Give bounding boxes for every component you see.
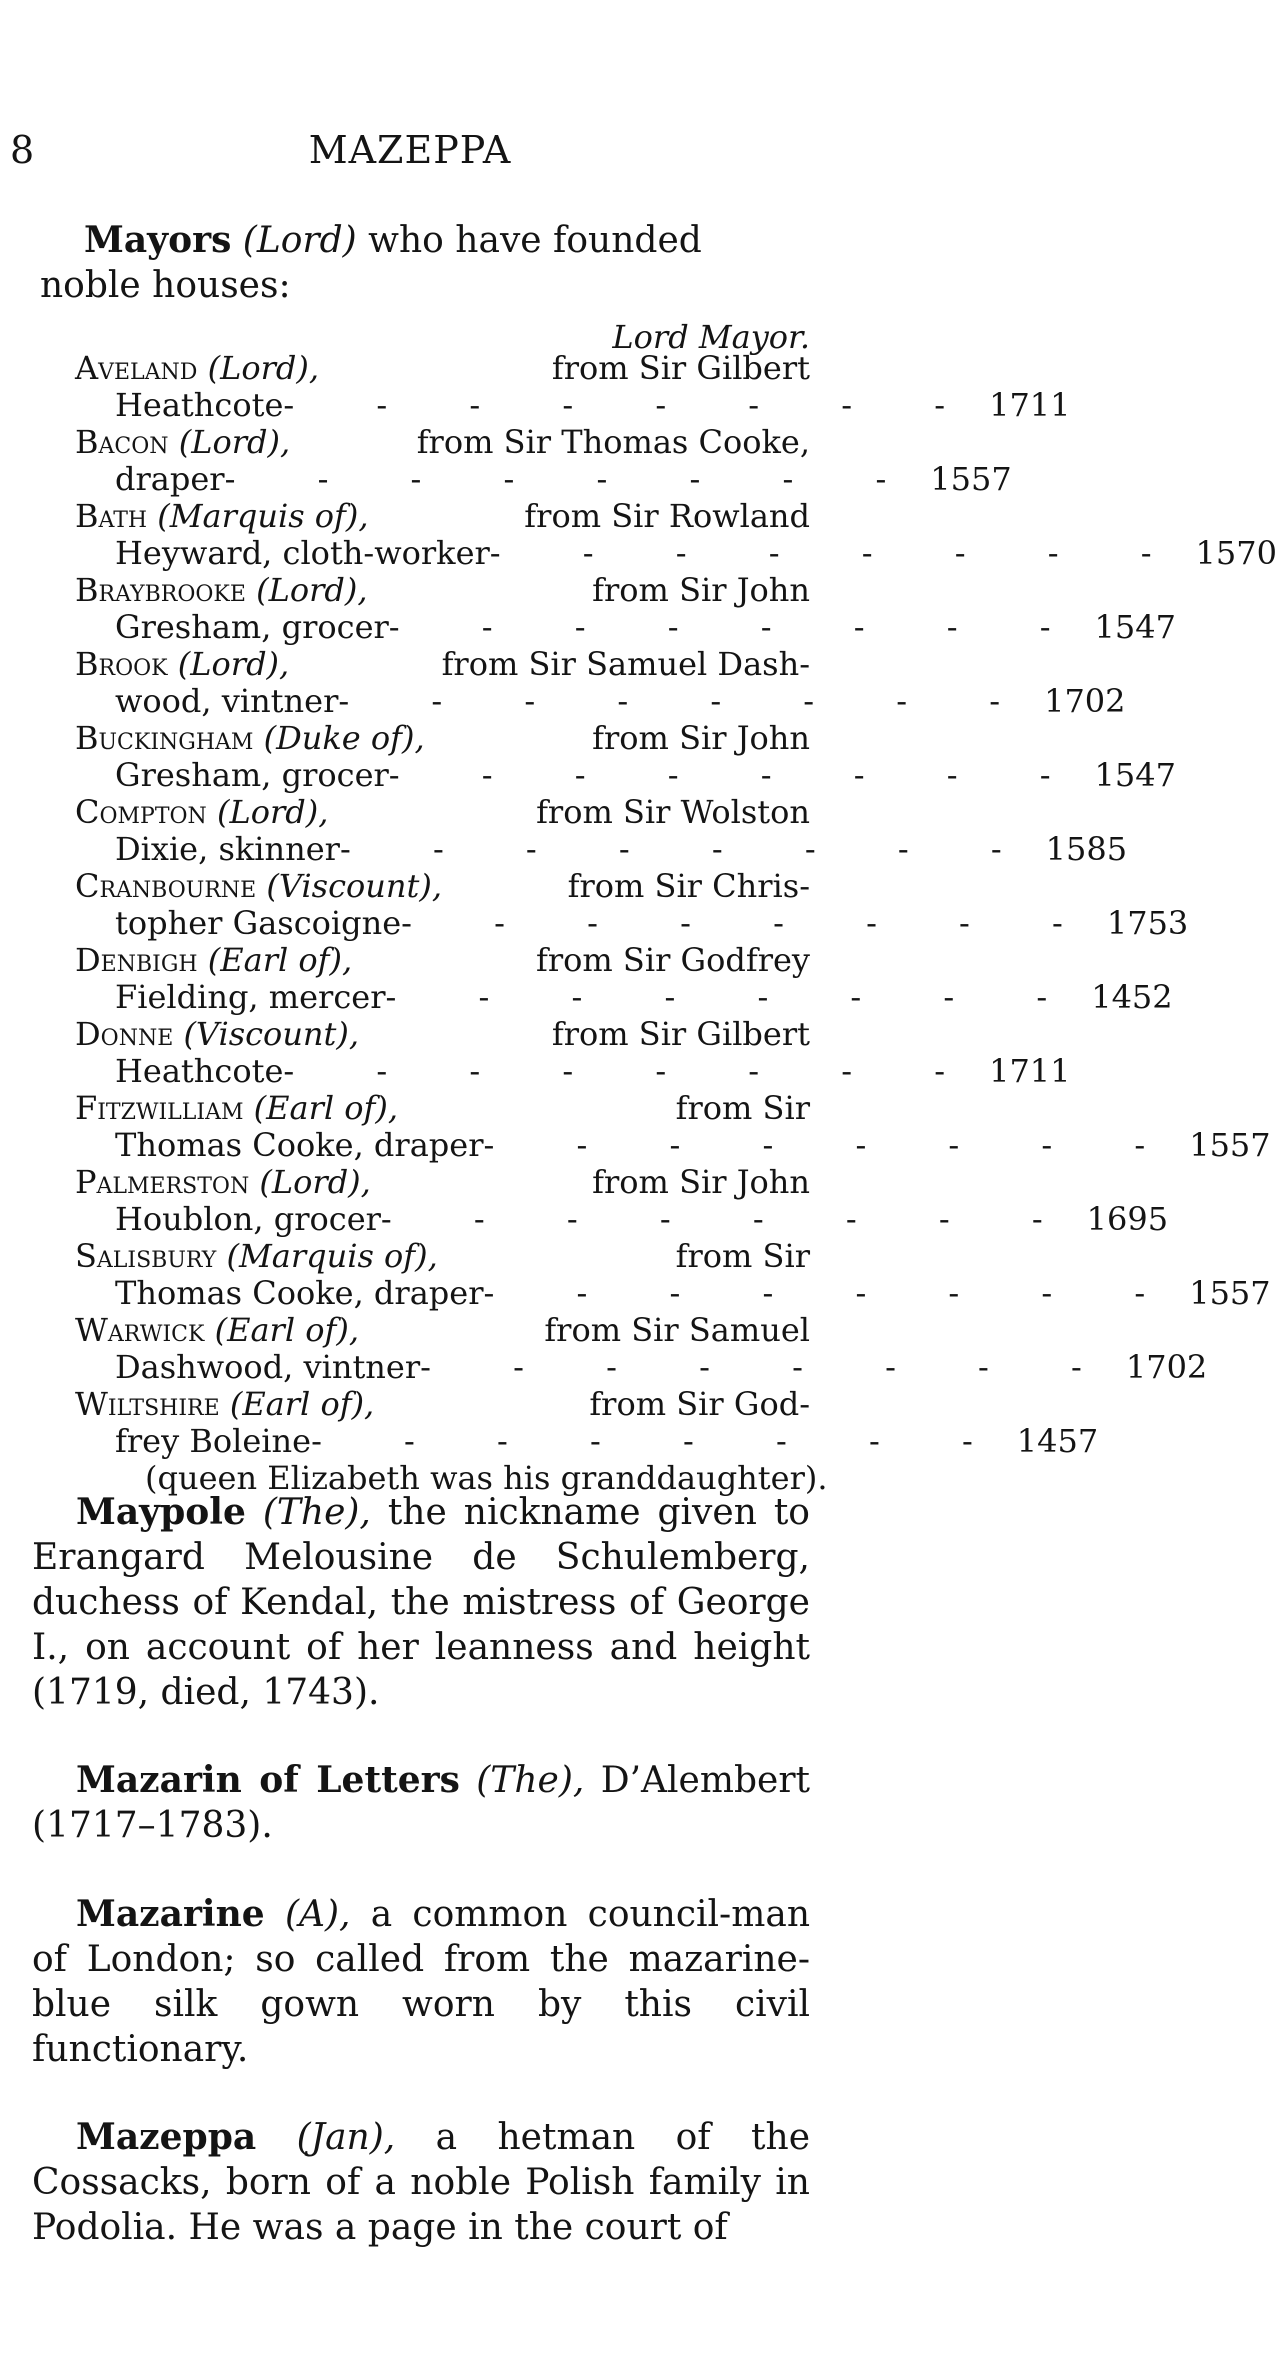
mayor-entry xyxy=(75,1163,1169,1238)
peerage-title: Palmerston xyxy=(75,1163,250,1201)
mazeppa-qualifier: (Jan), xyxy=(296,2117,396,2158)
entry-title-group xyxy=(75,942,352,979)
entry-title-group xyxy=(75,1386,374,1423)
entry-title-group xyxy=(75,1238,438,1275)
maypole-text: the nickname given to Erangard Melousine de Schulemberg, duchess of Kendal, the mistress of George I., on account of her leanness and height (1719, died, 1743). xyxy=(32,1492,810,1713)
peerage-title: Warwick xyxy=(75,1311,205,1349)
entry-title-group xyxy=(75,1312,359,1349)
founder-text: from Sir Chris- xyxy=(567,867,810,905)
page-number: 8 xyxy=(10,128,35,172)
entry-mazarine xyxy=(32,1892,810,2072)
mayor-entry-line1 xyxy=(75,1238,810,1275)
mayor-entry-line1 xyxy=(75,498,810,535)
founder-text: from Sir Samuel xyxy=(544,1311,810,1349)
mayor-year: 1557 xyxy=(1189,1274,1271,1312)
peerage-title: Cranbourne xyxy=(75,867,257,905)
mayor-list-footnote: (queen Elizabeth was his granddaughter). xyxy=(145,1459,828,1497)
founder-text: from Sir John xyxy=(592,1163,810,1201)
leader-dashes: - - - - - - - - xyxy=(339,830,1038,868)
founder-name: Thomas Cooke, draper xyxy=(115,1274,484,1312)
leader-dashes: - - - - - - - - xyxy=(388,756,1087,794)
leader-dashes: - - - - - - - - xyxy=(283,386,982,424)
peerage-title: Bath xyxy=(75,497,148,535)
mayor-entry-line1 xyxy=(75,942,810,979)
founder-name: Heyward, cloth-worker xyxy=(115,534,490,572)
peerage-title: Compton xyxy=(75,793,207,831)
mayor-entries xyxy=(75,349,1277,1460)
leader-dashes: - - - - - - - - xyxy=(338,682,1037,720)
founder-text: from Sir Gilbert xyxy=(551,349,810,387)
mayor-entry-line1 xyxy=(75,572,810,609)
entry-title-group xyxy=(75,646,289,683)
founder-text: from Sir Gilbert xyxy=(551,1015,810,1053)
mazeppa-headword: Mazeppa xyxy=(76,2116,257,2158)
founder-text: from Sir xyxy=(675,1089,810,1127)
mazarin-letters-headword: Mazarin of Letters xyxy=(76,1759,460,1801)
mayor-entry-line2 xyxy=(75,830,1128,868)
founder-name: draper xyxy=(115,460,225,498)
founder-text: from Sir John xyxy=(592,571,810,609)
mayor-entry-line2 xyxy=(75,904,1189,942)
founder-name: Dixie, skinner xyxy=(115,830,340,868)
mazeppa-text: a hetman of the Cossacks, born of a noble Polish family in Podolia. He was a page in the court of xyxy=(32,2117,810,2248)
peerage-rank: (Earl of), xyxy=(207,941,353,979)
mayor-year: 1753 xyxy=(1106,904,1189,942)
mayor-entry-line2 xyxy=(75,978,1173,1016)
founder-name: Gresham, grocer xyxy=(115,756,389,794)
peerage-title: Donne xyxy=(75,1015,174,1053)
peerage-title: Fitzwilliam xyxy=(75,1089,244,1127)
entry-mazeppa xyxy=(32,2115,810,2250)
mayor-year: 1547 xyxy=(1094,756,1176,794)
mayor-entry-line1 xyxy=(75,1386,810,1423)
mayor-year: 1585 xyxy=(1045,830,1128,868)
mayor-entry-line2 xyxy=(75,386,1071,424)
mayors-intro xyxy=(40,218,810,308)
mayor-year: 1711 xyxy=(989,1052,1071,1090)
founder-name: Gresham, grocer xyxy=(115,608,389,646)
peerage-rank: (Lord), xyxy=(259,1163,371,1201)
leader-dashes: - - - - - - - - xyxy=(401,904,1099,942)
mayor-entry-line2 xyxy=(75,1200,1169,1238)
mayor-entry xyxy=(75,497,1277,572)
peerage-rank: (Lord), xyxy=(177,645,290,683)
mayor-entry-line2 xyxy=(75,608,1176,646)
leader-dashes: - - - - - - - - xyxy=(380,1200,1079,1238)
mayor-entry-line1 xyxy=(75,1312,810,1349)
mayor-entry-line1 xyxy=(75,720,810,757)
leader-dashes: - - - - - - - - xyxy=(311,1422,1009,1460)
peerage-title: Aveland xyxy=(75,349,198,387)
mayors-qualifier: (Lord) xyxy=(242,220,357,261)
mayor-year: 1457 xyxy=(1016,1422,1099,1460)
peerage-title: Brook xyxy=(75,645,168,683)
mayor-entry-line2 xyxy=(75,682,1126,720)
peerage-rank: (Earl of), xyxy=(214,1311,359,1349)
peerage-rank: (Lord), xyxy=(178,423,291,461)
mayor-entry xyxy=(75,1089,1271,1164)
entry-title-group xyxy=(75,1164,371,1201)
mazarine-text: a common council-man of London; so called from the mazarine-blue silk gown worn by this civil functionary. xyxy=(32,1894,811,2070)
mayor-entry-line1 xyxy=(75,1090,810,1127)
founder-text: from Sir Rowland xyxy=(524,497,810,535)
peerage-rank: (Duke of), xyxy=(263,719,425,757)
peerage-rank: (Earl of), xyxy=(253,1089,399,1127)
mayor-entry xyxy=(75,867,1189,942)
founder-name: Houblon, grocer xyxy=(115,1200,381,1238)
mayor-entry xyxy=(75,423,1012,498)
peerage-title: Salisbury xyxy=(75,1237,217,1275)
founder-text: from Sir xyxy=(675,1237,810,1275)
leader-dashes: - - - - - - - - xyxy=(420,1348,1118,1386)
peerage-rank: (Lord), xyxy=(207,349,320,387)
leader-dashes: - - - - - - - - xyxy=(224,460,923,498)
peerage-title: Denbigh xyxy=(75,941,198,979)
entry-title-group xyxy=(75,572,368,609)
peerage-rank: (Lord), xyxy=(216,793,329,831)
mayor-entry xyxy=(75,1237,1271,1312)
mayor-entry-line1 xyxy=(75,794,810,831)
mayors-headword: Mayors xyxy=(84,219,232,261)
mayor-entry xyxy=(75,1015,1071,1090)
mayor-entry-line1 xyxy=(75,646,810,683)
entry-title-group xyxy=(75,1090,398,1127)
founder-name: wood, vintner xyxy=(115,682,339,720)
mayor-entry-line1 xyxy=(75,1164,810,1201)
founder-text: from Sir John xyxy=(592,719,810,757)
peerage-rank: (Viscount), xyxy=(266,867,442,905)
mayor-year: 1557 xyxy=(930,460,1012,498)
column-header-lord-mayor: Lord Mayor. xyxy=(612,318,810,356)
entry-maypole xyxy=(32,1490,810,1715)
founder-text: from Sir Samuel Dash- xyxy=(441,645,810,683)
mazarine-qualifier: (A), xyxy=(284,1894,351,1935)
leader-dashes: - - - - - - - - xyxy=(283,1052,982,1090)
leader-dashes: - - - - - - - - xyxy=(388,608,1087,646)
mayor-entry xyxy=(75,349,1071,424)
peerage-title: Buckingham xyxy=(75,719,254,757)
mayor-entry-line2 xyxy=(75,1052,1071,1090)
mayor-entry xyxy=(75,719,1176,794)
founder-name: Heathcote xyxy=(115,1052,284,1090)
peerage-rank: (Earl of), xyxy=(229,1385,375,1423)
mayor-year: 1570 xyxy=(1195,534,1277,572)
maypole-qualifier: (The), xyxy=(262,1492,371,1533)
peerage-title: Bacon xyxy=(75,423,169,461)
founder-name: Thomas Cooke, draper xyxy=(115,1126,484,1164)
founder-text: from Sir God- xyxy=(589,1385,810,1423)
mayor-year: 1452 xyxy=(1091,978,1173,1016)
founder-name: Dashwood, vintner xyxy=(115,1348,421,1386)
peerage-rank: (Marquis of), xyxy=(226,1237,438,1275)
mayor-entry-line2 xyxy=(75,534,1277,572)
mazarin-letters-qualifier: (The), xyxy=(476,1760,585,1801)
leader-dashes: - - - - - - - - xyxy=(483,1126,1182,1164)
mayor-entry xyxy=(75,645,1126,720)
mayor-year: 1547 xyxy=(1094,608,1176,646)
peerage-title: Wiltshire xyxy=(75,1385,220,1423)
mayor-entry xyxy=(75,793,1128,868)
leader-dashes: - - - - - - - - xyxy=(483,1274,1182,1312)
mayor-year: 1557 xyxy=(1189,1126,1271,1164)
mayor-entry xyxy=(75,941,1173,1016)
maypole-headword: Maypole xyxy=(76,1491,246,1533)
entry-title-group xyxy=(75,720,425,757)
peerage-rank: (Marquis of), xyxy=(157,497,369,535)
peerage-title: Braybrooke xyxy=(75,571,246,609)
leader-dashes: - - - - - - - - xyxy=(489,534,1188,572)
entry-title-group xyxy=(75,868,442,905)
mayor-entry-line1 xyxy=(75,350,810,387)
founder-name: Fielding, mercer xyxy=(115,978,386,1016)
leader-dashes: - - - - - - - - xyxy=(385,978,1084,1016)
founder-text: from Sir Wolston xyxy=(536,793,810,831)
mayor-year: 1711 xyxy=(989,386,1071,424)
founder-text: from Sir Godfrey xyxy=(535,941,810,979)
mayor-entry-line2 xyxy=(75,756,1176,794)
mazarine-headword: Mazarine xyxy=(76,1893,265,1935)
entry-title-group xyxy=(75,498,369,535)
mayors-intro-text: who have founded noble houses: xyxy=(40,220,702,306)
mayor-entry-line2 xyxy=(75,1348,1208,1386)
entry-title-group xyxy=(75,424,290,461)
mayor-entry-line1 xyxy=(75,868,810,905)
mayor-entry xyxy=(75,1311,1208,1386)
mayor-year: 1702 xyxy=(1044,682,1126,720)
mayor-year: 1702 xyxy=(1125,1348,1208,1386)
mayor-entry-line2 xyxy=(75,460,1012,498)
founder-text: from Sir Thomas Cooke, xyxy=(416,423,810,461)
mayor-year: 1695 xyxy=(1086,1200,1169,1238)
mayor-entry-line2 xyxy=(75,1126,1271,1164)
founder-name: Heathcote xyxy=(115,386,284,424)
mayor-entry xyxy=(75,571,1176,646)
mazarin-letters-text: D’Alembert (1717–1783). xyxy=(32,1760,810,1846)
entry-mazarin-of-letters xyxy=(32,1758,810,1848)
mayor-list xyxy=(75,349,1277,1497)
mayor-entry-line2 xyxy=(75,1422,1099,1460)
entry-title-group xyxy=(75,1016,359,1053)
mayor-entry-line1 xyxy=(75,424,810,461)
founder-name: frey Boleine xyxy=(115,1422,312,1460)
entry-title-group xyxy=(75,350,319,387)
mayor-entry-line1 xyxy=(75,1016,810,1053)
mayor-entry xyxy=(75,1385,1099,1460)
running-title: MAZEPPA xyxy=(308,128,512,172)
mayor-entry-line2 xyxy=(75,1274,1271,1312)
peerage-rank: (Viscount), xyxy=(183,1015,360,1053)
peerage-rank: (Lord), xyxy=(256,571,368,609)
entry-title-group xyxy=(75,794,328,831)
founder-name: topher Gascoigne xyxy=(115,904,402,942)
